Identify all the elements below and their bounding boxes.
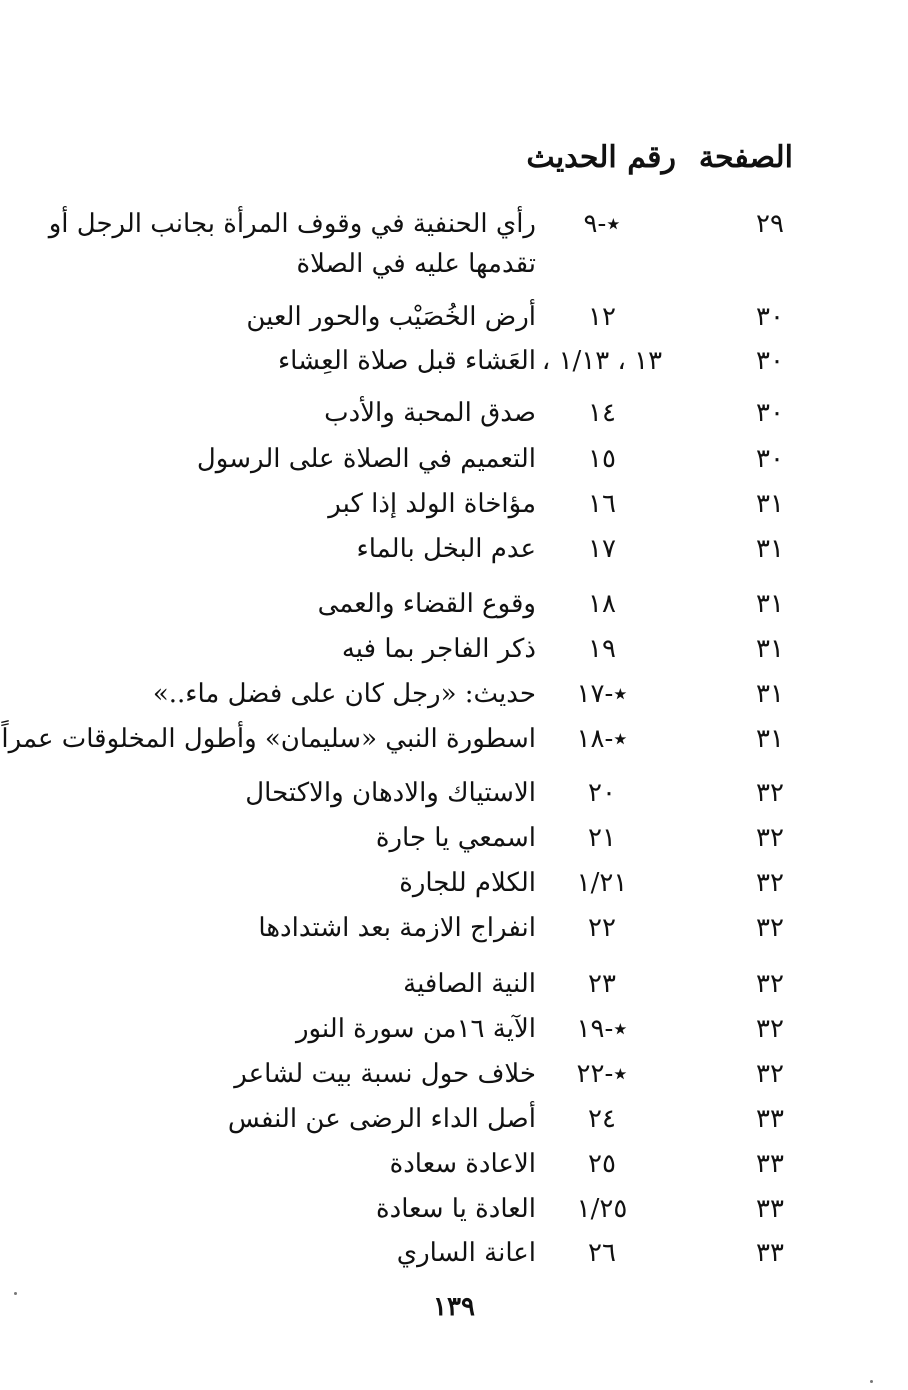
index-row <box>0 1099 908 1139</box>
row-hadith-number: ١/٢١ <box>576 868 628 898</box>
row-page-number: ٣١ <box>756 534 784 564</box>
row-hadith-number: ٢٠ <box>588 778 616 808</box>
index-row <box>0 1233 908 1273</box>
row-hadith-number: ١٩ <box>588 634 616 664</box>
index-row <box>0 773 908 813</box>
row-title: ذكر الفاجر بما فيه <box>341 634 536 664</box>
index-row <box>0 529 908 569</box>
row-title: أصل الداء الرضى عن النفس <box>227 1104 536 1134</box>
index-row <box>0 908 908 948</box>
index-row <box>0 719 908 759</box>
index-row <box>0 439 908 479</box>
row-page-number: ٣٢ <box>756 778 784 808</box>
row-title: اسطورة النبي «سليمان» وأطول المخلوقات عمراً <box>1 724 536 754</box>
row-title: انفراج الازمة بعد اشتدادها <box>258 913 536 943</box>
row-title: الاعادة سعادة <box>389 1149 536 1179</box>
row-title: صدق المحبة والأدب <box>324 398 536 428</box>
row-hadith-number: ١٨ <box>588 589 616 619</box>
scan-speck <box>870 1380 873 1383</box>
row-hadith-number: ٢٣ <box>588 969 616 999</box>
index-row <box>0 1189 908 1229</box>
row-page-number: ٣٢ <box>756 969 784 999</box>
column-header-page: الصفحة <box>698 140 793 175</box>
row-page-number: ٣٢ <box>756 1059 784 1089</box>
index-row <box>0 1144 908 1184</box>
row-hadith-number: ٢١ <box>588 823 616 853</box>
row-title: الكلام للجارة <box>399 868 536 898</box>
row-title: مؤاخاة الولد إذا كبر <box>328 489 536 519</box>
row-page-number: ٣٢ <box>756 868 784 898</box>
row-hadith-number: ٢٢ <box>588 913 616 943</box>
index-row <box>0 484 908 524</box>
row-page-number: ٣٣ <box>756 1194 784 1224</box>
row-title: العَشاء قبل صلاة العِشاء <box>277 346 536 376</box>
row-hadith-number: ٭-١٧ <box>576 679 628 709</box>
row-hadith-number: ٢٤ <box>588 1104 616 1134</box>
row-title: حديث: «رجل كان على فضل ماء..» <box>152 679 536 709</box>
index-row <box>0 297 908 337</box>
row-hadith-number: ٭-١٨ <box>576 724 628 754</box>
index-row <box>0 674 908 714</box>
index-row <box>0 204 908 279</box>
row-title: اسمعي يا جارة <box>375 823 536 853</box>
row-hadith-number: ١٧ <box>588 534 616 564</box>
row-hadith-number: ٭-١٩ <box>576 1014 628 1044</box>
row-title: خلاف حول نسبة بيت لشاعر <box>234 1059 536 1089</box>
row-page-number: ٣٢ <box>756 913 784 943</box>
row-page-number: ٣١ <box>756 679 784 709</box>
row-hadith-number: ٢٦ <box>588 1238 616 1268</box>
row-hadith-number: ١/٢٥ <box>576 1194 628 1224</box>
index-row <box>0 584 908 624</box>
index-row <box>0 964 908 1004</box>
row-title-continuation: تقدمها عليه في الصلاة <box>296 249 536 279</box>
column-header-hadith-number: رقم الحديث <box>526 140 676 175</box>
row-page-number: ٣٠ <box>756 444 784 474</box>
row-page-number: ٣٣ <box>756 1238 784 1268</box>
row-hadith-number: ٢٥ <box>588 1149 616 1179</box>
index-row <box>0 1009 908 1049</box>
row-page-number: ٣١ <box>756 634 784 664</box>
row-page-number: ٣٢ <box>756 1014 784 1044</box>
row-title: النية الصافية <box>403 969 536 999</box>
index-row <box>0 1054 908 1094</box>
index-row <box>0 818 908 858</box>
row-page-number: ٣٠ <box>756 346 784 376</box>
row-hadith-number: ٭-٢٢ <box>576 1059 628 1089</box>
row-hadith-number: ٭-٩ <box>583 209 621 239</box>
index-row <box>0 393 908 433</box>
row-title: عدم البخل بالماء <box>356 534 536 564</box>
page-number: ١٣٩ <box>433 1292 475 1322</box>
row-hadith-number: ١٥ <box>588 444 616 474</box>
row-title: الآية ١٦من سورة النور <box>295 1014 536 1044</box>
index-row <box>0 629 908 669</box>
index-row <box>0 863 908 903</box>
row-hadith-number: ١٦ <box>588 489 616 519</box>
row-page-number: ٢٩ <box>756 209 784 239</box>
row-title: أرض الخُصَيْب والحور العين <box>246 302 536 332</box>
row-page-number: ٣١ <box>756 589 784 619</box>
row-hadith-number: ١٣ ، ١/١٣ ، <box>541 346 663 376</box>
row-hadith-number: ١٤ <box>588 398 616 428</box>
index-row <box>0 341 908 381</box>
row-page-number: ٣١ <box>756 724 784 754</box>
row-title: الاستياك والادهان والاكتحال <box>245 778 536 808</box>
row-title: التعميم في الصلاة على الرسول <box>196 444 536 474</box>
row-page-number: ٣٣ <box>756 1104 784 1134</box>
row-page-number: ٣٠ <box>756 302 784 332</box>
row-title: اعانة الساري <box>396 1238 536 1268</box>
scan-speck <box>14 1292 17 1295</box>
row-hadith-number: ١٢ <box>588 302 616 332</box>
row-page-number: ٣٢ <box>756 823 784 853</box>
row-page-number: ٣٣ <box>756 1149 784 1179</box>
row-page-number: ٣٠ <box>756 398 784 428</box>
row-page-number: ٣١ <box>756 489 784 519</box>
row-title: رأي الحنفية في وقوف المرأة بجانب الرجل أو <box>48 209 536 239</box>
row-title: العادة يا سعادة <box>376 1194 536 1224</box>
row-title: وقوع القضاء والعمى <box>317 589 536 619</box>
